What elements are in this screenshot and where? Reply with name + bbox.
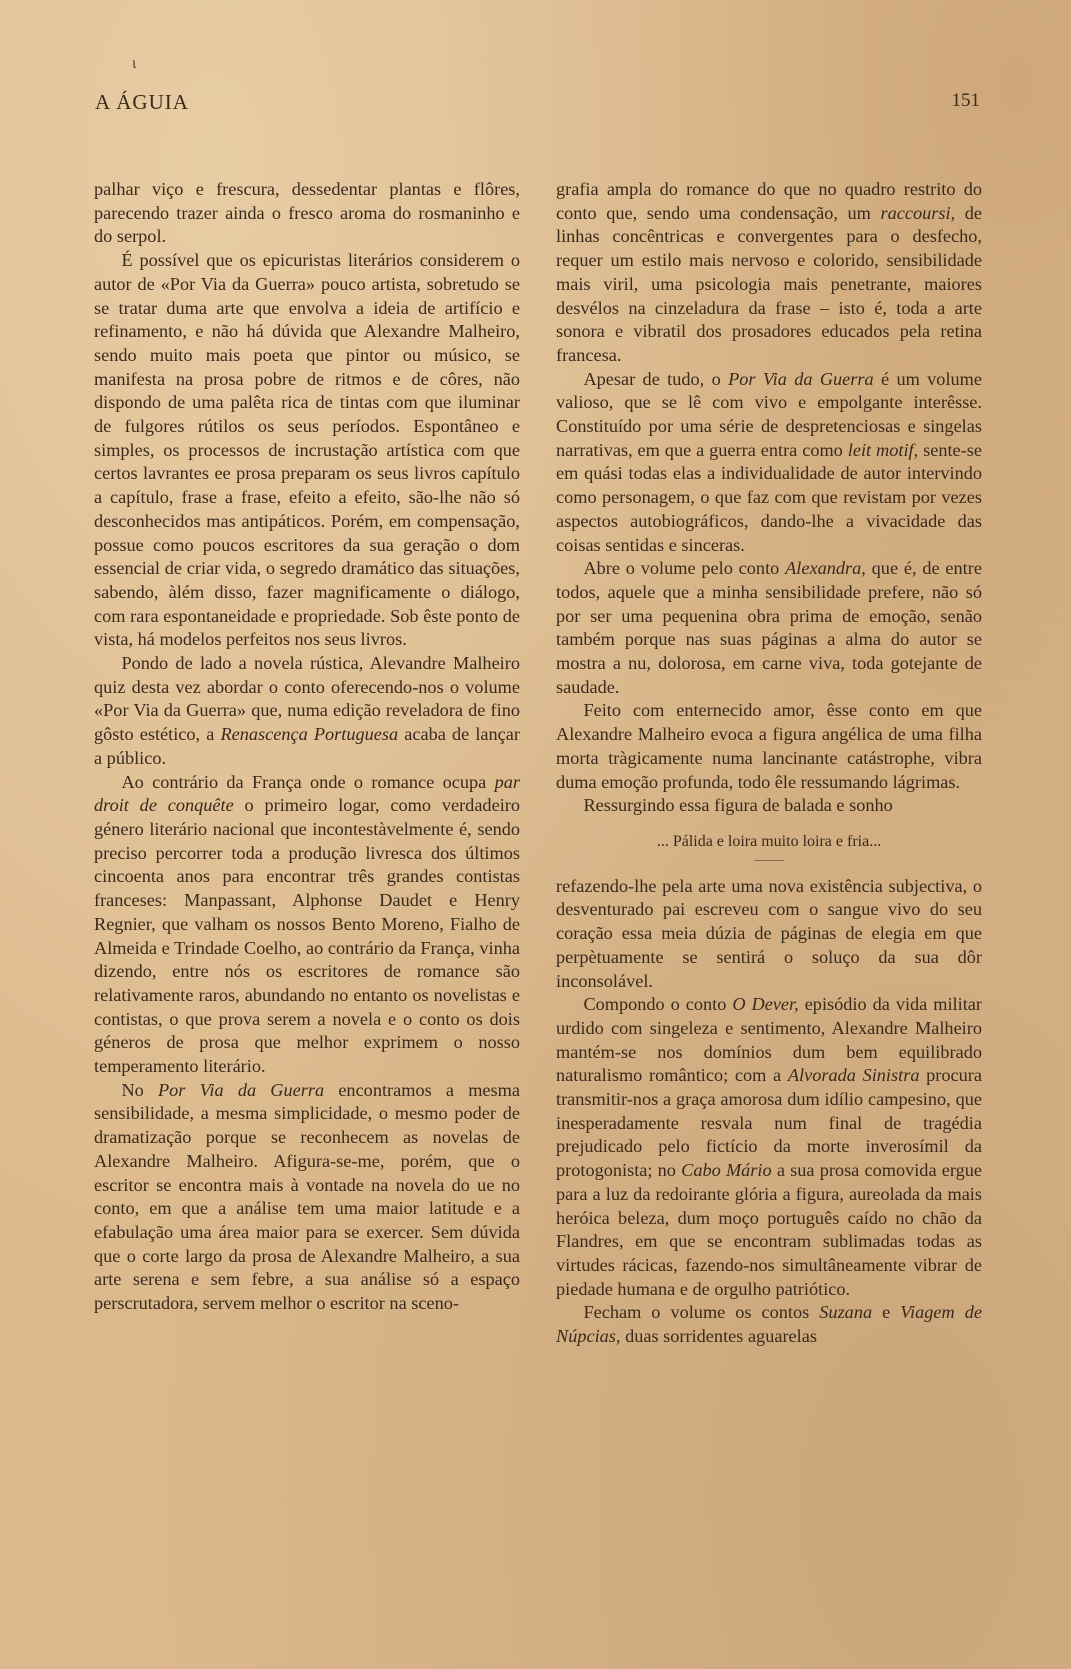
verse-quote: ... Pálida e loira muito loira e fria... <box>656 832 882 850</box>
italic-title: O Dever, <box>732 994 799 1015</box>
italic-title: Alexandra, <box>785 558 866 579</box>
paragraph: Apesar de tudo, o Por Via da Guerra é um volume valioso, que se lê com vivo e empolgante interêsse. Constituído por uma série de despretenciosas e singelas narrativas, em que a guerra entra como leit motif, sente-se em quási todas elas a individualidade de autor intervindo como personagem, o que faz com que revistam por vezes aspectos autobiográficos, dando-lhe a vivacidade das coisas sentidas e sinceras. <box>556 368 982 555</box>
paragraph: Feito com enternecido amor, êsse conto em que Alexandre Malheiro evoca a figura angélica de uma filha morta tràgicamente numa lancinante catástrophe, vibra duma emoção profunda, todo êle ressumando lágrimas. <box>556 700 982 792</box>
left-column <box>94 178 520 1316</box>
ink-mark-icon: ɩ <box>132 55 137 72</box>
paragraph: refazendo-lhe pela arte uma nova existência subjectiva, o desventurado pai escreveu com o sangue vivo do seu coração essa meia dúzia de páginas de elegia em que perpètuamente se sentirá o soluço da sua dôr inconsolável. <box>556 875 982 991</box>
right-column <box>556 178 982 1349</box>
paragraph: Pondo de lado a novela rústica, Alevandre Malheiro quiz desta vez abordar o conto oferecendo-nos o volume «Por Via da Guerra» que, numa edição reveladora de fino gôsto estético, a Renascença Portuguesa acaba de lançar a público. <box>94 653 520 768</box>
italic-title: Suzana <box>819 1302 873 1323</box>
paragraph: No Por Via da Guerra encontramos a mesma sensibilidade, a mesma simplicidade, o mesmo poder de dramatização porque se reconhecem as novelas de Alexandre Malheiro. Afigura-se-me, porém, que o escritor se encontra mais à vontade na novela do ue no conto, em que a análise tem uma maior latitude e a efabulação uma área maior para se exercer. Sem dúvida que o corte largo da prosa de Alexandre Malheiro, a sua arte serena e sem febre, a sua análise só a espaço perscrutadora, servem melhor o escritor na sceno- <box>94 1079 520 1314</box>
italic-phrase: leit motif, <box>847 439 919 460</box>
italic-title: Alvorada Sinistra <box>787 1065 920 1086</box>
paragraph: Fecham o volume os contos Suzana e Viagem de Núpcias, duas sorridentes aguarelas <box>556 1302 982 1347</box>
divider <box>754 860 784 861</box>
page-number: 151 <box>951 90 980 111</box>
italic-title: Por Via da Guerra <box>157 1079 325 1100</box>
paragraph: Abre o volume pelo conto Alexandra, que é, de entre todos, aquele que a minha sensibilidade prefere, não só por ser uma pequenina obra prima de emoção, senão também porque nas suas páginas a alma do autor se mostra a nu, dolorosa, em carne viva, toda gotejante de saudade. <box>556 558 982 697</box>
italic-title: Renascença Portuguesa <box>220 724 399 745</box>
paragraph: Ao contrário da França onde o romance ocupa par droit de conquête o primeiro logar, como verdadeiro género literário nacional que incontestàvelmente é, sendo preciso percorrer toda a produção livresca dos últimos cincoenta anos para encontrar três grandes contistas franceses: Manpassant, Alphonse Daudet e Henry Regnier, que valham os nossos Bento Moreno, Fialho de Almeida e Trindade Coelho, ao contrário da França, vinha dizendo, entre nós os escritores de romance são relativamente raros, abundando no entanto os novelistas e contistas, o que prova serem a novela e o conto os dois géneros de prosa que melhor exprimem o nosso temperamento literário. <box>94 771 520 1077</box>
italic-title: Cabo Mário <box>681 1160 772 1181</box>
italic-phrase: par droit de conquête <box>94 771 520 816</box>
italic-phrase: raccoursi, <box>880 202 956 223</box>
paragraph: palhar viço e frescura, dessedentar plantas e flôres, parecendo trazer ainda o fresco aroma do rosmaninho e do serpol. <box>94 179 520 247</box>
paragraph: Ressurgindo essa figura de balada e sonho <box>583 795 893 816</box>
italic-title: Por Via da Guerra <box>728 368 874 389</box>
journal-title: A ÁGUIA <box>95 90 189 114</box>
paragraph: grafia ampla do romance do que no quadro restrito do conto que, sendo uma condensação, um raccoursi, de linhas concêntricas e convergentes para o desfecho, requer um estilo mais nervoso e colorido, sensibilidade mais viril, uma psicologia mais penetrante, maiores desvélos na cinzeladura da frase – isto é, toda a arte sonora e vibratil dos prosadores educados pela retina francesa. <box>556 179 982 365</box>
paragraph: Compondo o conto O Dever, episódio da vida militar urdido com singeleza e sentimento, Alexandre Malheiro mantém-se nos domínios dum bem equilibrado naturalismo romântico; com a Alvorada Sinistra procura transmitir-nos a graça amorosa dum idílio campesino, que inesperadamente resvala num final de tragédia prejudicado pelo fictício da morte inverosímil da protogonista; no Cabo Mário a sua prosa comovida ergue para a luz da redoirante glória a figura, aureolada da mais heróica beleza, dum moço português caído no chão da Flandres, em que se encontram sublimadas todas as virtudes rácicas, fazendo-nos simultâneamente vibrar de piedade humana e de orgulho patriótico. <box>556 994 983 1299</box>
italic-title: Viagem de Núpcias, <box>556 1302 982 1347</box>
paragraph: É possível que os epicuristas literários considerem o autor de «Por Via da Guerra» pouco artista, sobretudo se se tratar duma arte que envolva a ideia de artifício e refinamento, e não há dúvida que Alexandre Malheiro, sendo muito mais poeta que pintor ou músico, se manifesta na prosa pobre de ritmos e de côres, não dispondo de uma palêta rica de tintas com que iluminar de fulgores rútilos os seus períodos. Espontâneo e simples, os processos de incrustação artística com que certos lavrantes ee prosa preparam os seus livros capítulo a capítulo, frase a frase, efeito a efeito, são-lhe não só desconhecidos mas antipáticos. Porém, em compensação, possue como poucos escritores da sua geração o dom essencial de criar vida, o segredo dramático das situações, sabendo, àlém disso, fazer magnificamente o diálogo, com rara espontaneidade e propriedade. Sob êste ponto de vista, há modelos perfeitos nos seus livros. <box>94 250 520 650</box>
running-header <box>95 90 980 120</box>
